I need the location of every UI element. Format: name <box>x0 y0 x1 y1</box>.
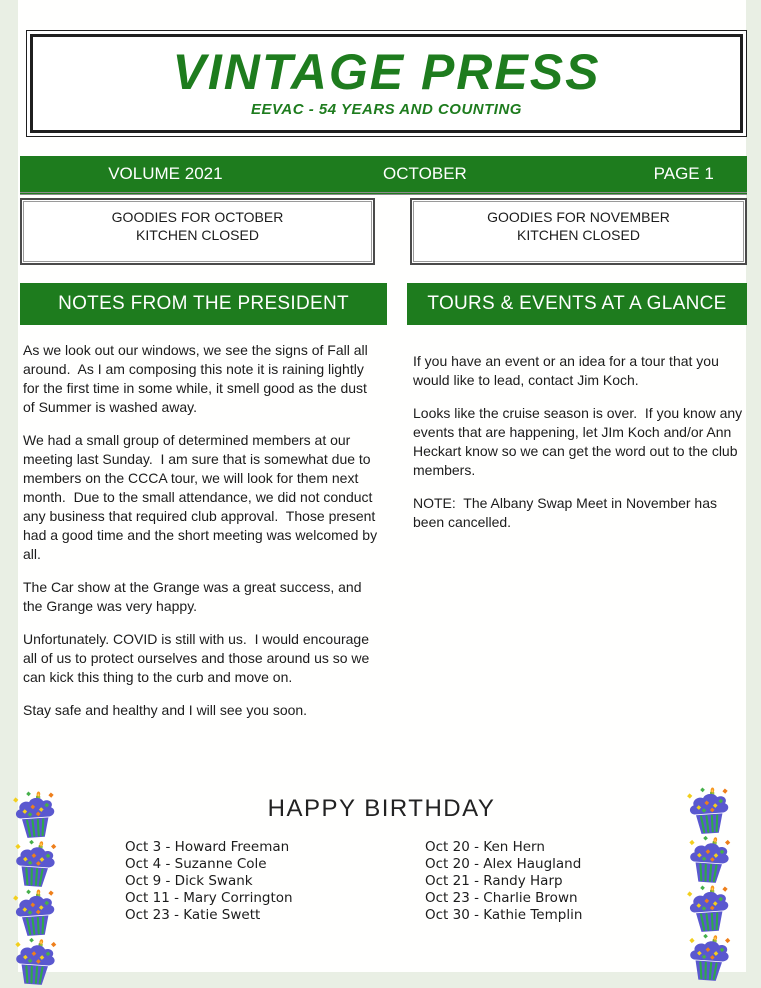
goodies-november-inner <box>413 201 744 262</box>
president-notes-heading: NOTES FROM THE PRESIDENT <box>20 283 387 325</box>
tours-paragraph: NOTE: The Albany Swap Meet in November has been cancelled. <box>413 495 721 530</box>
president-paragraph: We had a small group of determined members at our meeting last Sunday. I am sure that is somewhat due to members on the CCCA tour, we will look for them next month. Due to the small attendance, we did not conduct any business that required club approval. Those present had a good time and the short meeting was welcomed by all. <box>23 432 381 562</box>
newsletter-page <box>18 0 746 972</box>
president-paragraph: The Car show at the Grange was a great success, and the Grange was very happy. <box>23 579 366 614</box>
president-paragraph: As we look out our windows, we see the signs of Fall all around. As I am composing this note it is raining lightly for the first time in some while, it smell good as the dust of Summer is washed away. <box>23 342 372 415</box>
birthday-item: Oct 4 - Suzanne Cole <box>125 856 267 872</box>
cupcake-stack-left <box>9 791 61 986</box>
cupcake-icon <box>7 936 62 988</box>
issue-volume: VOLUME 2021 <box>108 164 223 183</box>
goodies-november-line1: GOODIES FOR NOVEMBER <box>487 209 670 225</box>
article-columns <box>20 283 747 734</box>
goodies-october-inner <box>23 201 372 262</box>
goodies-november-line2: KITCHEN CLOSED <box>517 227 640 243</box>
cupcake-icon <box>7 838 62 890</box>
birthday-item: Oct 20 - Ken Hern <box>425 839 545 855</box>
tours-events-heading: TOURS & EVENTS AT A GLANCE <box>407 283 747 325</box>
cupcake-icon <box>7 789 62 841</box>
goodies-october-line2: KITCHEN CLOSED <box>136 227 259 243</box>
masthead-box <box>26 30 747 137</box>
birthday-list-left <box>125 839 425 924</box>
issue-bar <box>20 156 747 195</box>
president-paragraph: Unfortunately. COVID is still with us. I would encourage all of us to protect ourselves and those around us so we can kick this thing to the curb and move on. <box>23 631 374 685</box>
cupcake-icon <box>7 887 62 939</box>
president-paragraph: Stay safe and healthy and I will see you soon. <box>23 702 308 718</box>
birthday-item: Oct 3 - Howard Freeman <box>125 839 290 855</box>
issue-page-number: PAGE 1 <box>653 164 714 183</box>
birthday-item: Oct 30 - Kathie Templin <box>425 907 583 923</box>
birthday-item: Oct 9 - Dick Swank <box>125 873 253 889</box>
cupcake-icon <box>681 785 736 837</box>
newsletter-subtitle: EEVAC - 54 YEARS AND COUNTING <box>251 101 522 118</box>
cupcake-stack-right <box>683 787 735 982</box>
tours-events-body <box>407 325 747 532</box>
cupcake-icon <box>681 834 736 886</box>
issue-month: OCTOBER <box>383 164 467 183</box>
cupcake-icon <box>681 932 736 984</box>
masthead-inner-border <box>30 34 743 133</box>
goodies-november-box <box>410 198 747 265</box>
tours-paragraph: Looks like the cruise season is over. If you know any events that are happening, let JIm Koch and/or Ann Heckart know so we can get the word out to the club members. <box>413 405 747 478</box>
tours-events-column <box>407 283 747 734</box>
birthday-item: Oct 20 - Alex Haugland <box>425 856 582 872</box>
birthday-item: Oct 23 - Charlie Brown <box>425 890 578 906</box>
birthday-item: Oct 21 - Randy Harp <box>425 873 563 889</box>
goodies-october-box <box>20 198 375 265</box>
birthday-heading: HAPPY BIRTHDAY <box>267 795 496 822</box>
tours-paragraph: If you have an event or an idea for a tour that you would like to lead, contact Jim Koch. <box>413 353 723 388</box>
birthday-item: Oct 11 - Mary Corrington <box>125 890 293 906</box>
birthday-section <box>18 795 745 924</box>
goodies-row <box>20 198 747 265</box>
president-notes-column <box>20 283 387 734</box>
cupcake-icon <box>681 883 736 935</box>
birthday-list-right <box>425 839 582 924</box>
birthday-item: Oct 23 - Katie Swett <box>125 907 261 923</box>
newsletter-title: VINTAGE PRESS <box>172 44 601 100</box>
birthday-columns <box>18 839 745 924</box>
president-notes-body <box>20 325 387 720</box>
goodies-october-line1: GOODIES FOR OCTOBER <box>111 209 284 225</box>
